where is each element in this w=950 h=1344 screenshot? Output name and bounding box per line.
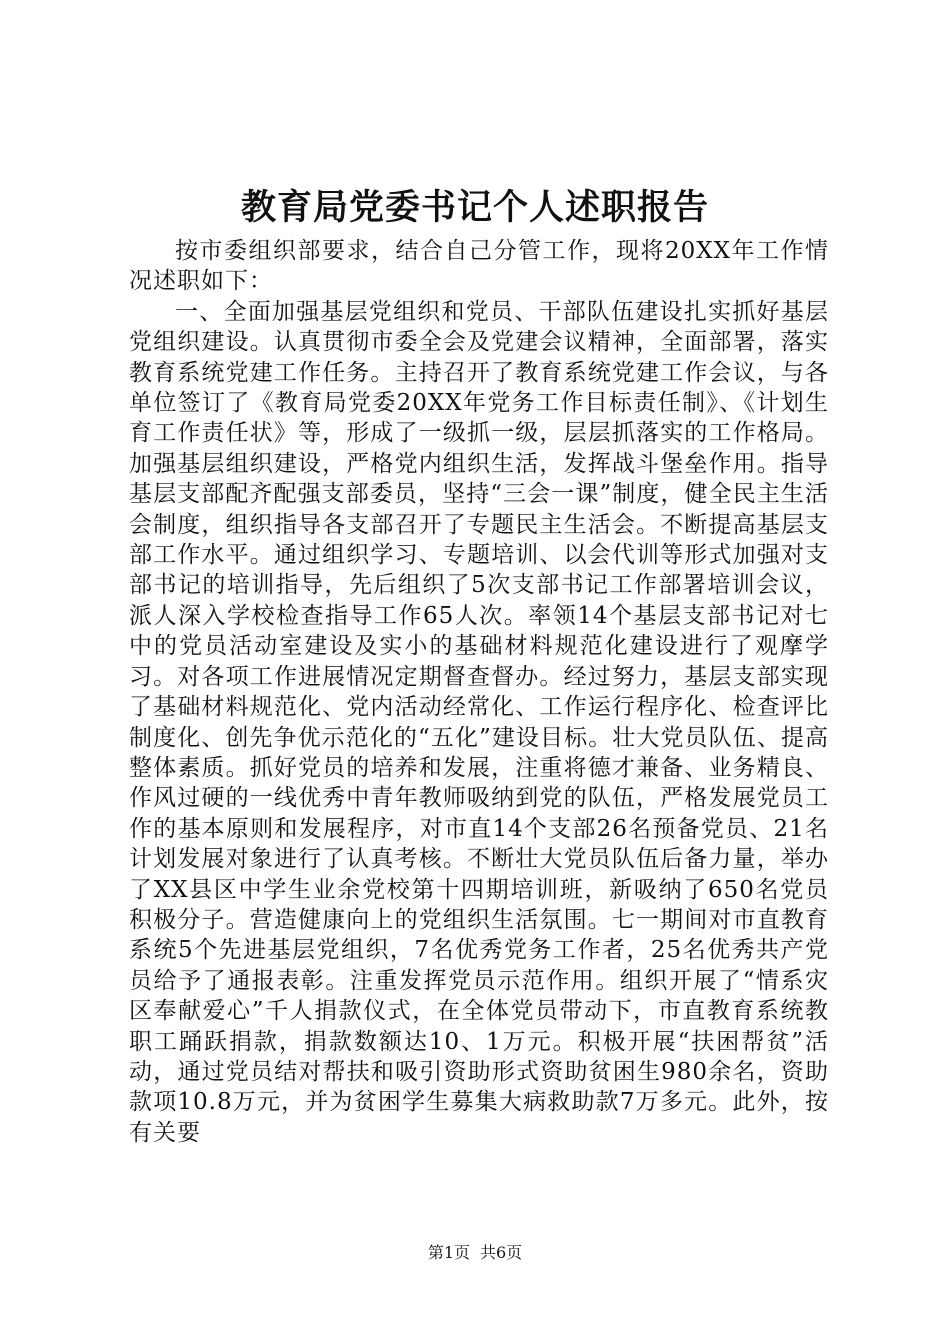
intro-paragraph: 按市委组织部要求，结合自己分管工作，现将20XX年工作情况述职如下： <box>129 238 829 295</box>
page-total: 共6页 <box>480 1243 523 1262</box>
document-body <box>129 236 829 1148</box>
page-number: 第1页 <box>427 1243 470 1262</box>
section-one-paragraph: 一、全面加强基层党组织和党员、干部队伍建设扎实抓好基层党组织建设。认真贯彻市委全会及党建会议精神，全面部署，落实教育系统党建工作任务。主持召开了教育系统党建工作会议，与各单位签订了《教育局党委20XX年党务工作目标责任制》、《计划生育工作责任状》等，形成了一级抓一级，层层抓落实的工作格局。加强基层组织建设，严格党内组织生活，发挥战斗堡垒作用。指导基层支部配齐配强支部委员，坚持“三会一课”制度，健全民主生活会制度，组织指导各支部召开了专题民主生活会。不断提高基层支部工作水平。通过组织学习、专题培训、以会代训等形式加强对支部书记的培训指导，先后组织了5次支部书记工作部署培训会议，派人深入学校检查指导工作65人次。率领14个基层支部书记对七中的党员活动室建设及实小的基础材料规范化建设进行了观摩学习。对各项工作进展情况定期督查督办。经过努力，基层支部实现了基础材料规范化、党内活动经常化、工作运行程序化、检查评比制度化、创先争优示范化的“五化”建设目标。壮大党员队伍、提高整体素质。抓好党员的培养和发展，注重将德才兼备、业务精良、作风过硬的一线优秀中青年教师吸纳到党的队伍，严格发展党员工作的基本原则和发展程序，对市直14个支部26名预备党员、21名计划发展对象进行了认真考核。不断壮大党员队伍后备力量，举办了XX县区中学生业余党校第十四期培训班，新吸纳了650名党员积极分子。营造健康向上的党组织生活氛围。七一期间对市直教育系统5个先进基层党组织，7名优秀党务工作者，25名优秀共产党员给予了通报表彰。注重发挥党员示范作用。组织开展了“情系灾区奉献爱心”千人捐款仪式，在全体党员带动下，市直教育系统教职工踊跃捐款，捐款数额达10、1万元。积极开展“扶困帮贫”活动，通过党员结对帮扶和吸引资助形式资助贫困生980余名，资助款项10.8万元，并为贫困学生募集大病救助款7万多元。此外，按有关要 <box>129 298 829 1146</box>
page-footer <box>0 1243 950 1263</box>
document-title: 教育局党委书记个人述职报告 <box>240 187 709 228</box>
